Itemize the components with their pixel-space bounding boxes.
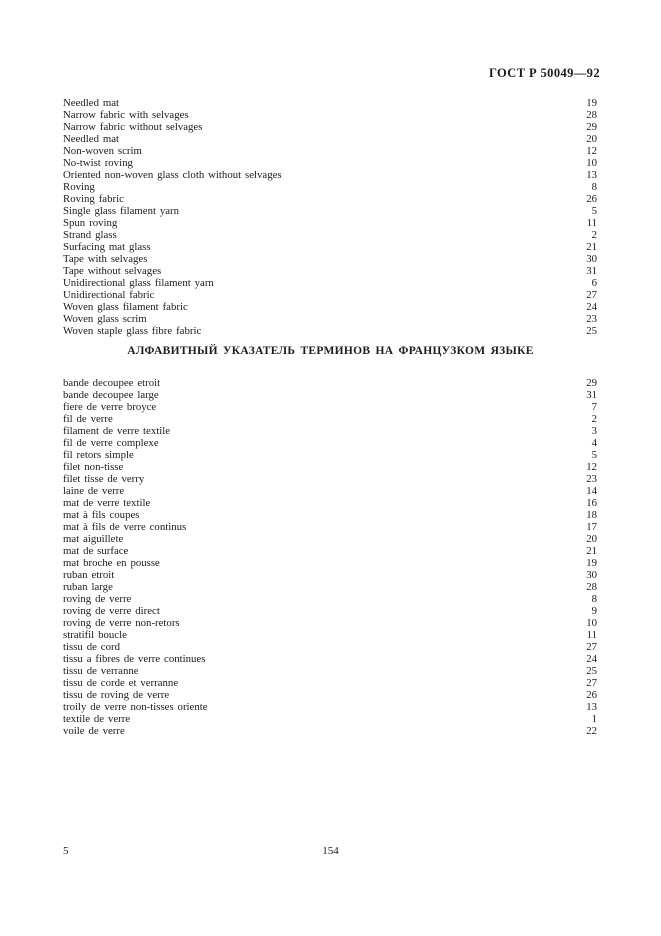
term-text: Woven staple glass fibre fabric bbox=[63, 325, 202, 337]
index-row bbox=[63, 581, 597, 593]
term-text: Roving fabric bbox=[63, 193, 124, 205]
term-text: ruban large bbox=[63, 581, 113, 593]
index-row bbox=[63, 701, 597, 713]
index-row bbox=[63, 253, 597, 265]
index-row bbox=[63, 653, 597, 665]
term-text: roving de verre bbox=[63, 593, 132, 605]
term-page-ref: 24 bbox=[586, 301, 597, 313]
index-row bbox=[63, 205, 597, 217]
term-page-ref: 25 bbox=[586, 325, 597, 337]
term-text: fil retors simple bbox=[63, 449, 134, 461]
term-page-ref: 11 bbox=[586, 217, 597, 229]
index-row bbox=[63, 713, 597, 725]
term-text: Non-woven scrim bbox=[63, 145, 142, 157]
term-page-ref: 22 bbox=[586, 725, 597, 737]
term-text: Roving bbox=[63, 181, 95, 193]
term-text: filament de verre textile bbox=[63, 425, 171, 437]
index-row bbox=[63, 265, 597, 277]
term-text: Woven glass filament fabric bbox=[63, 301, 188, 313]
index-row bbox=[63, 169, 597, 181]
term-text: Tape with selvages bbox=[63, 253, 148, 265]
index-row bbox=[63, 325, 597, 337]
term-text: Unidirectional glass filament yarn bbox=[63, 277, 214, 289]
term-page-ref: 28 bbox=[586, 581, 597, 593]
index-row bbox=[63, 461, 597, 473]
term-page-ref: 16 bbox=[586, 497, 597, 509]
term-text: filet tisse de verry bbox=[63, 473, 145, 485]
term-text: Needled mat bbox=[63, 97, 120, 109]
term-text: Unidirectional fabric bbox=[63, 289, 155, 301]
term-text: Spun roving bbox=[63, 217, 118, 229]
index-row bbox=[63, 605, 597, 617]
term-text: tissu de corde et verranne bbox=[63, 677, 179, 689]
index-row bbox=[63, 217, 597, 229]
term-text: mat broche en pousse bbox=[63, 557, 160, 569]
term-page-ref: 31 bbox=[586, 389, 597, 401]
index-row bbox=[63, 413, 597, 425]
term-text: troily de verre non-tisses oriente bbox=[63, 701, 208, 713]
index-row bbox=[63, 677, 597, 689]
index-row bbox=[63, 289, 597, 301]
term-page-ref: 28 bbox=[586, 109, 597, 121]
term-text: mat à fils de verre continus bbox=[63, 521, 187, 533]
french-terms-index bbox=[63, 377, 597, 737]
term-page-ref: 29 bbox=[586, 121, 597, 133]
term-text: textile de verre bbox=[63, 713, 131, 725]
term-page-ref: 4 bbox=[591, 437, 597, 449]
term-text: tissu a fibres de verre continues bbox=[63, 653, 206, 665]
term-page-ref: 30 bbox=[586, 569, 597, 581]
index-row bbox=[63, 109, 597, 121]
term-page-ref: 10 bbox=[586, 617, 597, 629]
term-page-ref: 20 bbox=[586, 533, 597, 545]
term-page-ref: 1 bbox=[591, 713, 597, 725]
term-page-ref: 13 bbox=[586, 701, 597, 713]
term-page-ref: 5 bbox=[591, 449, 597, 461]
term-page-ref: 25 bbox=[586, 665, 597, 677]
index-row bbox=[63, 229, 597, 241]
term-page-ref: 7 bbox=[591, 401, 597, 413]
term-text: ruban etroit bbox=[63, 569, 115, 581]
index-row bbox=[63, 665, 597, 677]
index-row bbox=[63, 641, 597, 653]
term-page-ref: 23 bbox=[586, 473, 597, 485]
term-page-ref: 3 bbox=[591, 425, 597, 437]
index-row bbox=[63, 425, 597, 437]
term-page-ref: 6 bbox=[591, 277, 597, 289]
term-text: tissu de cord bbox=[63, 641, 120, 653]
term-page-ref: 27 bbox=[586, 641, 597, 653]
term-text: Single glass filament yarn bbox=[63, 205, 180, 217]
term-page-ref: 29 bbox=[586, 377, 597, 389]
index-row bbox=[63, 97, 597, 109]
term-page-ref: 17 bbox=[586, 521, 597, 533]
term-page-ref: 8 bbox=[591, 181, 597, 193]
index-row bbox=[63, 313, 597, 325]
index-row bbox=[63, 485, 597, 497]
term-text: voile de verre bbox=[63, 725, 125, 737]
term-page-ref: 14 bbox=[586, 485, 597, 497]
term-text: roving de verre direct bbox=[63, 605, 160, 617]
term-page-ref: 21 bbox=[586, 241, 597, 253]
index-row bbox=[63, 569, 597, 581]
index-row bbox=[63, 241, 597, 253]
english-terms-index bbox=[63, 97, 597, 337]
term-page-ref: 12 bbox=[586, 145, 597, 157]
term-page-ref: 19 bbox=[586, 557, 597, 569]
index-row bbox=[63, 497, 597, 509]
term-page-ref: 26 bbox=[586, 689, 597, 701]
term-page-ref: 31 bbox=[586, 265, 597, 277]
index-row bbox=[63, 121, 597, 133]
term-text: Strand glass bbox=[63, 229, 117, 241]
index-row bbox=[63, 377, 597, 389]
term-text: No-twist roving bbox=[63, 157, 133, 169]
index-row bbox=[63, 521, 597, 533]
term-page-ref: 27 bbox=[586, 289, 597, 301]
standard-designation-header: ГОСТ Р 50049—92 bbox=[488, 66, 600, 80]
term-page-ref: 27 bbox=[586, 677, 597, 689]
term-text: Woven glass scrim bbox=[63, 313, 147, 325]
term-text: Surfacing mat glass bbox=[63, 241, 151, 253]
term-text: mat aiguillete bbox=[63, 533, 124, 545]
term-text: Narrow fabric without selvages bbox=[63, 121, 203, 133]
index-row bbox=[63, 157, 597, 169]
term-page-ref: 5 bbox=[591, 205, 597, 217]
term-page-ref: 18 bbox=[586, 509, 597, 521]
term-page-ref: 20 bbox=[586, 133, 597, 145]
term-page-ref: 11 bbox=[586, 629, 597, 641]
index-row bbox=[63, 133, 597, 145]
index-row bbox=[63, 473, 597, 485]
term-page-ref: 30 bbox=[586, 253, 597, 265]
term-text: bande decoupee etroit bbox=[63, 377, 161, 389]
index-row bbox=[63, 145, 597, 157]
term-page-ref: 23 bbox=[586, 313, 597, 325]
term-page-ref: 19 bbox=[586, 97, 597, 109]
term-text: fil de verre complexe bbox=[63, 437, 159, 449]
term-text: mat de verre textile bbox=[63, 497, 151, 509]
term-text: tissu de roving de verre bbox=[63, 689, 170, 701]
index-row bbox=[63, 181, 597, 193]
term-text: Tape without selvages bbox=[63, 265, 162, 277]
index-row bbox=[63, 629, 597, 641]
term-page-ref: 24 bbox=[586, 653, 597, 665]
term-text: Narrow fabric with selvages bbox=[63, 109, 189, 121]
term-text: bande decoupee large bbox=[63, 389, 159, 401]
index-row bbox=[63, 437, 597, 449]
document-page-number: 154 bbox=[322, 845, 339, 857]
term-text: mat de surface bbox=[63, 545, 129, 557]
term-text: laine de verre bbox=[63, 485, 125, 497]
term-page-ref: 21 bbox=[586, 545, 597, 557]
term-text: fil de verre bbox=[63, 413, 113, 425]
term-text: filet non-tisse bbox=[63, 461, 124, 473]
term-text: Oriented non-woven glass cloth without selvages bbox=[63, 169, 282, 181]
term-text: fiere de verre broyce bbox=[63, 401, 157, 413]
index-row bbox=[63, 449, 597, 461]
index-row bbox=[63, 545, 597, 557]
index-row bbox=[63, 301, 597, 313]
term-text: Needled mat bbox=[63, 133, 120, 145]
term-text: mat à fils coupes bbox=[63, 509, 140, 521]
index-row bbox=[63, 193, 597, 205]
term-page-ref: 12 bbox=[586, 461, 597, 473]
index-row bbox=[63, 593, 597, 605]
index-row bbox=[63, 277, 597, 289]
term-page-ref: 26 bbox=[586, 193, 597, 205]
index-row bbox=[63, 557, 597, 569]
term-page-ref: 10 bbox=[586, 157, 597, 169]
index-row bbox=[63, 401, 597, 413]
french-index-heading: АЛФАВИТНЫЙ УКАЗАТЕЛЬ ТЕРМИНОВ НА ФРАНЦУЗКОМ ЯЗЫКЕ bbox=[127, 345, 534, 357]
term-page-ref: 9 bbox=[591, 605, 597, 617]
index-row bbox=[63, 533, 597, 545]
term-page-ref: 2 bbox=[591, 229, 597, 241]
term-page-ref: 13 bbox=[586, 169, 597, 181]
term-text: roving de verre non-retors bbox=[63, 617, 180, 629]
section-page-number: 5 bbox=[63, 845, 69, 857]
term-text: tissu de verranne bbox=[63, 665, 139, 677]
term-page-ref: 2 bbox=[591, 413, 597, 425]
term-text: stratifil boucle bbox=[63, 629, 127, 641]
index-row bbox=[63, 389, 597, 401]
index-row bbox=[63, 689, 597, 701]
term-page-ref: 8 bbox=[591, 593, 597, 605]
index-row bbox=[63, 509, 597, 521]
index-row bbox=[63, 617, 597, 629]
index-row bbox=[63, 725, 597, 737]
